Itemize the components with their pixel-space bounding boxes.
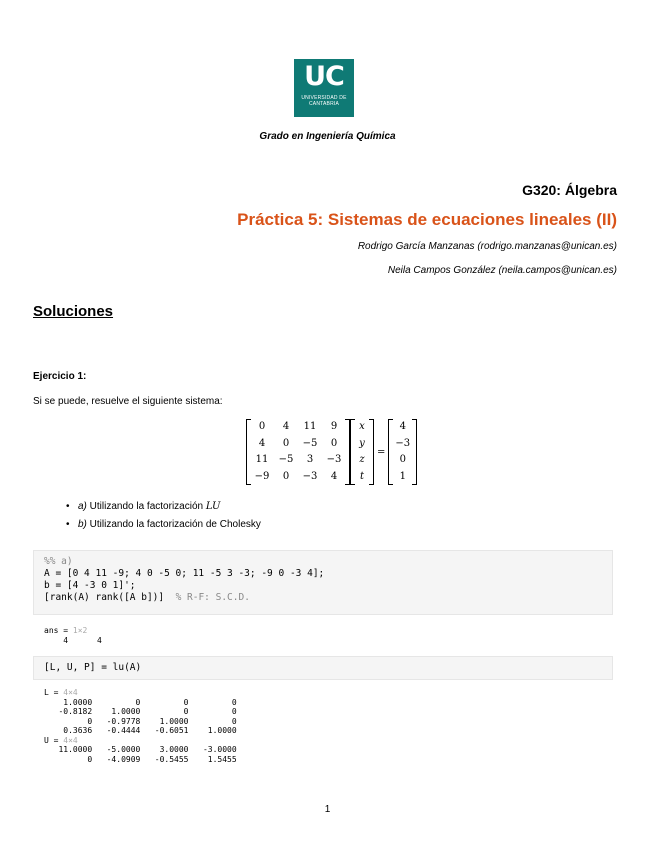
matrix-cell: 4	[282, 421, 290, 432]
course-title: G320: Álgebra	[522, 182, 617, 198]
code-line: b = [4 -3 0 1]';	[44, 580, 136, 591]
coefficient-matrix	[246, 419, 350, 485]
matrix-cell: 11	[303, 421, 317, 432]
output-line: 0 -4.0909 -0.5455 1.5455	[44, 754, 237, 764]
matrix-cell: −5	[278, 454, 294, 465]
item-text: Utilizando la factorización de Cholesky	[86, 519, 261, 530]
output-size: 4×4	[63, 688, 78, 697]
logo-subtitle: UNIVERSIDAD DE CANTABRIA	[301, 95, 347, 107]
matrix-cell: 3	[306, 454, 314, 465]
matrix-cell: 11	[255, 454, 269, 465]
output-line	[44, 688, 237, 698]
code-line: %% a)	[44, 556, 73, 567]
matrix-cell: 4	[330, 470, 338, 482]
code-line	[44, 592, 602, 604]
item-letter: b)	[78, 519, 87, 530]
exercise-intro: Si se puede, resuelve el siguiente sistema:	[33, 396, 223, 407]
matrix-cell: −3	[326, 454, 342, 465]
item-letter: a)	[78, 501, 87, 512]
exercise-heading: Ejercicio 1:	[33, 371, 87, 382]
equation-system	[246, 418, 417, 486]
page-number: 1	[324, 804, 331, 815]
matrix-cell: 0	[330, 437, 338, 449]
code-text: [rank(A) rank([A b])]	[44, 592, 176, 603]
matrix-cell: 0	[258, 421, 266, 432]
output-line: 0 -0.9778 1.0000 0	[44, 716, 237, 726]
variable: t	[359, 470, 365, 482]
code-block[interactable]	[33, 550, 613, 615]
rhs-cell: 4	[399, 421, 406, 432]
output-line	[44, 626, 102, 636]
author-2: Neila Campos González (neila.campos@unican.es)	[387, 265, 617, 276]
matrix-cell: 0	[282, 470, 290, 482]
command-output	[44, 626, 102, 645]
output-line: 0.3636 -0.4444 -0.6051 1.0000	[44, 726, 237, 735]
output-size: 4×4	[63, 735, 78, 745]
variable: x	[359, 421, 365, 432]
variable: z	[359, 454, 365, 465]
equals-sign: =	[377, 446, 386, 458]
code-comment: % R-F: S.C.D.	[175, 592, 250, 603]
output-line: 1.0000 0 0 0	[44, 697, 237, 707]
practice-title: Práctica 5: Sistemas de ecuaciones lineales (II)	[237, 210, 617, 229]
code-block[interactable]	[33, 656, 613, 680]
output-line: 11.0000 -5.0000 3.0000 -3.0000	[44, 745, 237, 754]
output-line: -0.8182 1.0000 0 0	[44, 707, 237, 716]
degree-name: Grado en Ingeniería Química	[259, 131, 396, 142]
rhs-cell: 1	[399, 470, 406, 482]
item-text: Utilizando la factorización	[86, 501, 206, 512]
list-item	[66, 500, 261, 518]
rhs-cell: 0	[399, 454, 406, 465]
variable-vector	[350, 419, 374, 485]
matrix-cell: 4	[258, 437, 266, 449]
output-var: ans =	[44, 626, 73, 635]
rhs-vector	[388, 419, 417, 485]
matrix-cell: 0	[282, 437, 290, 449]
code-line: A = [0 4 11 -9; 4 0 -5 0; 11 -5 3 -3; -9 0 -3 4];	[44, 568, 325, 579]
rhs-cell: −3	[395, 437, 411, 449]
matrix-cell: −9	[254, 470, 270, 482]
item-math: LU	[205, 501, 221, 512]
list-item	[66, 518, 261, 536]
university-logo	[294, 59, 354, 117]
output-var: U =	[44, 735, 64, 745]
matrix-cell: 9	[330, 421, 338, 432]
code-line: [L, U, P] = lu(A)	[44, 662, 142, 673]
matrix-cell: −5	[302, 437, 318, 449]
logo-mark: UC	[304, 61, 344, 92]
variable: y	[359, 437, 365, 449]
matrix-cell: −3	[302, 470, 318, 482]
output-size: 1×2	[72, 626, 88, 635]
command-output	[44, 688, 237, 764]
method-list	[66, 500, 261, 536]
output-var: L =	[44, 688, 64, 697]
output-line: 4 4	[44, 635, 102, 645]
output-line	[44, 736, 237, 746]
section-heading: Soluciones	[33, 303, 114, 320]
author-1: Rodrigo García Manzanas (rodrigo.manzanas@unican.es)	[357, 241, 617, 252]
